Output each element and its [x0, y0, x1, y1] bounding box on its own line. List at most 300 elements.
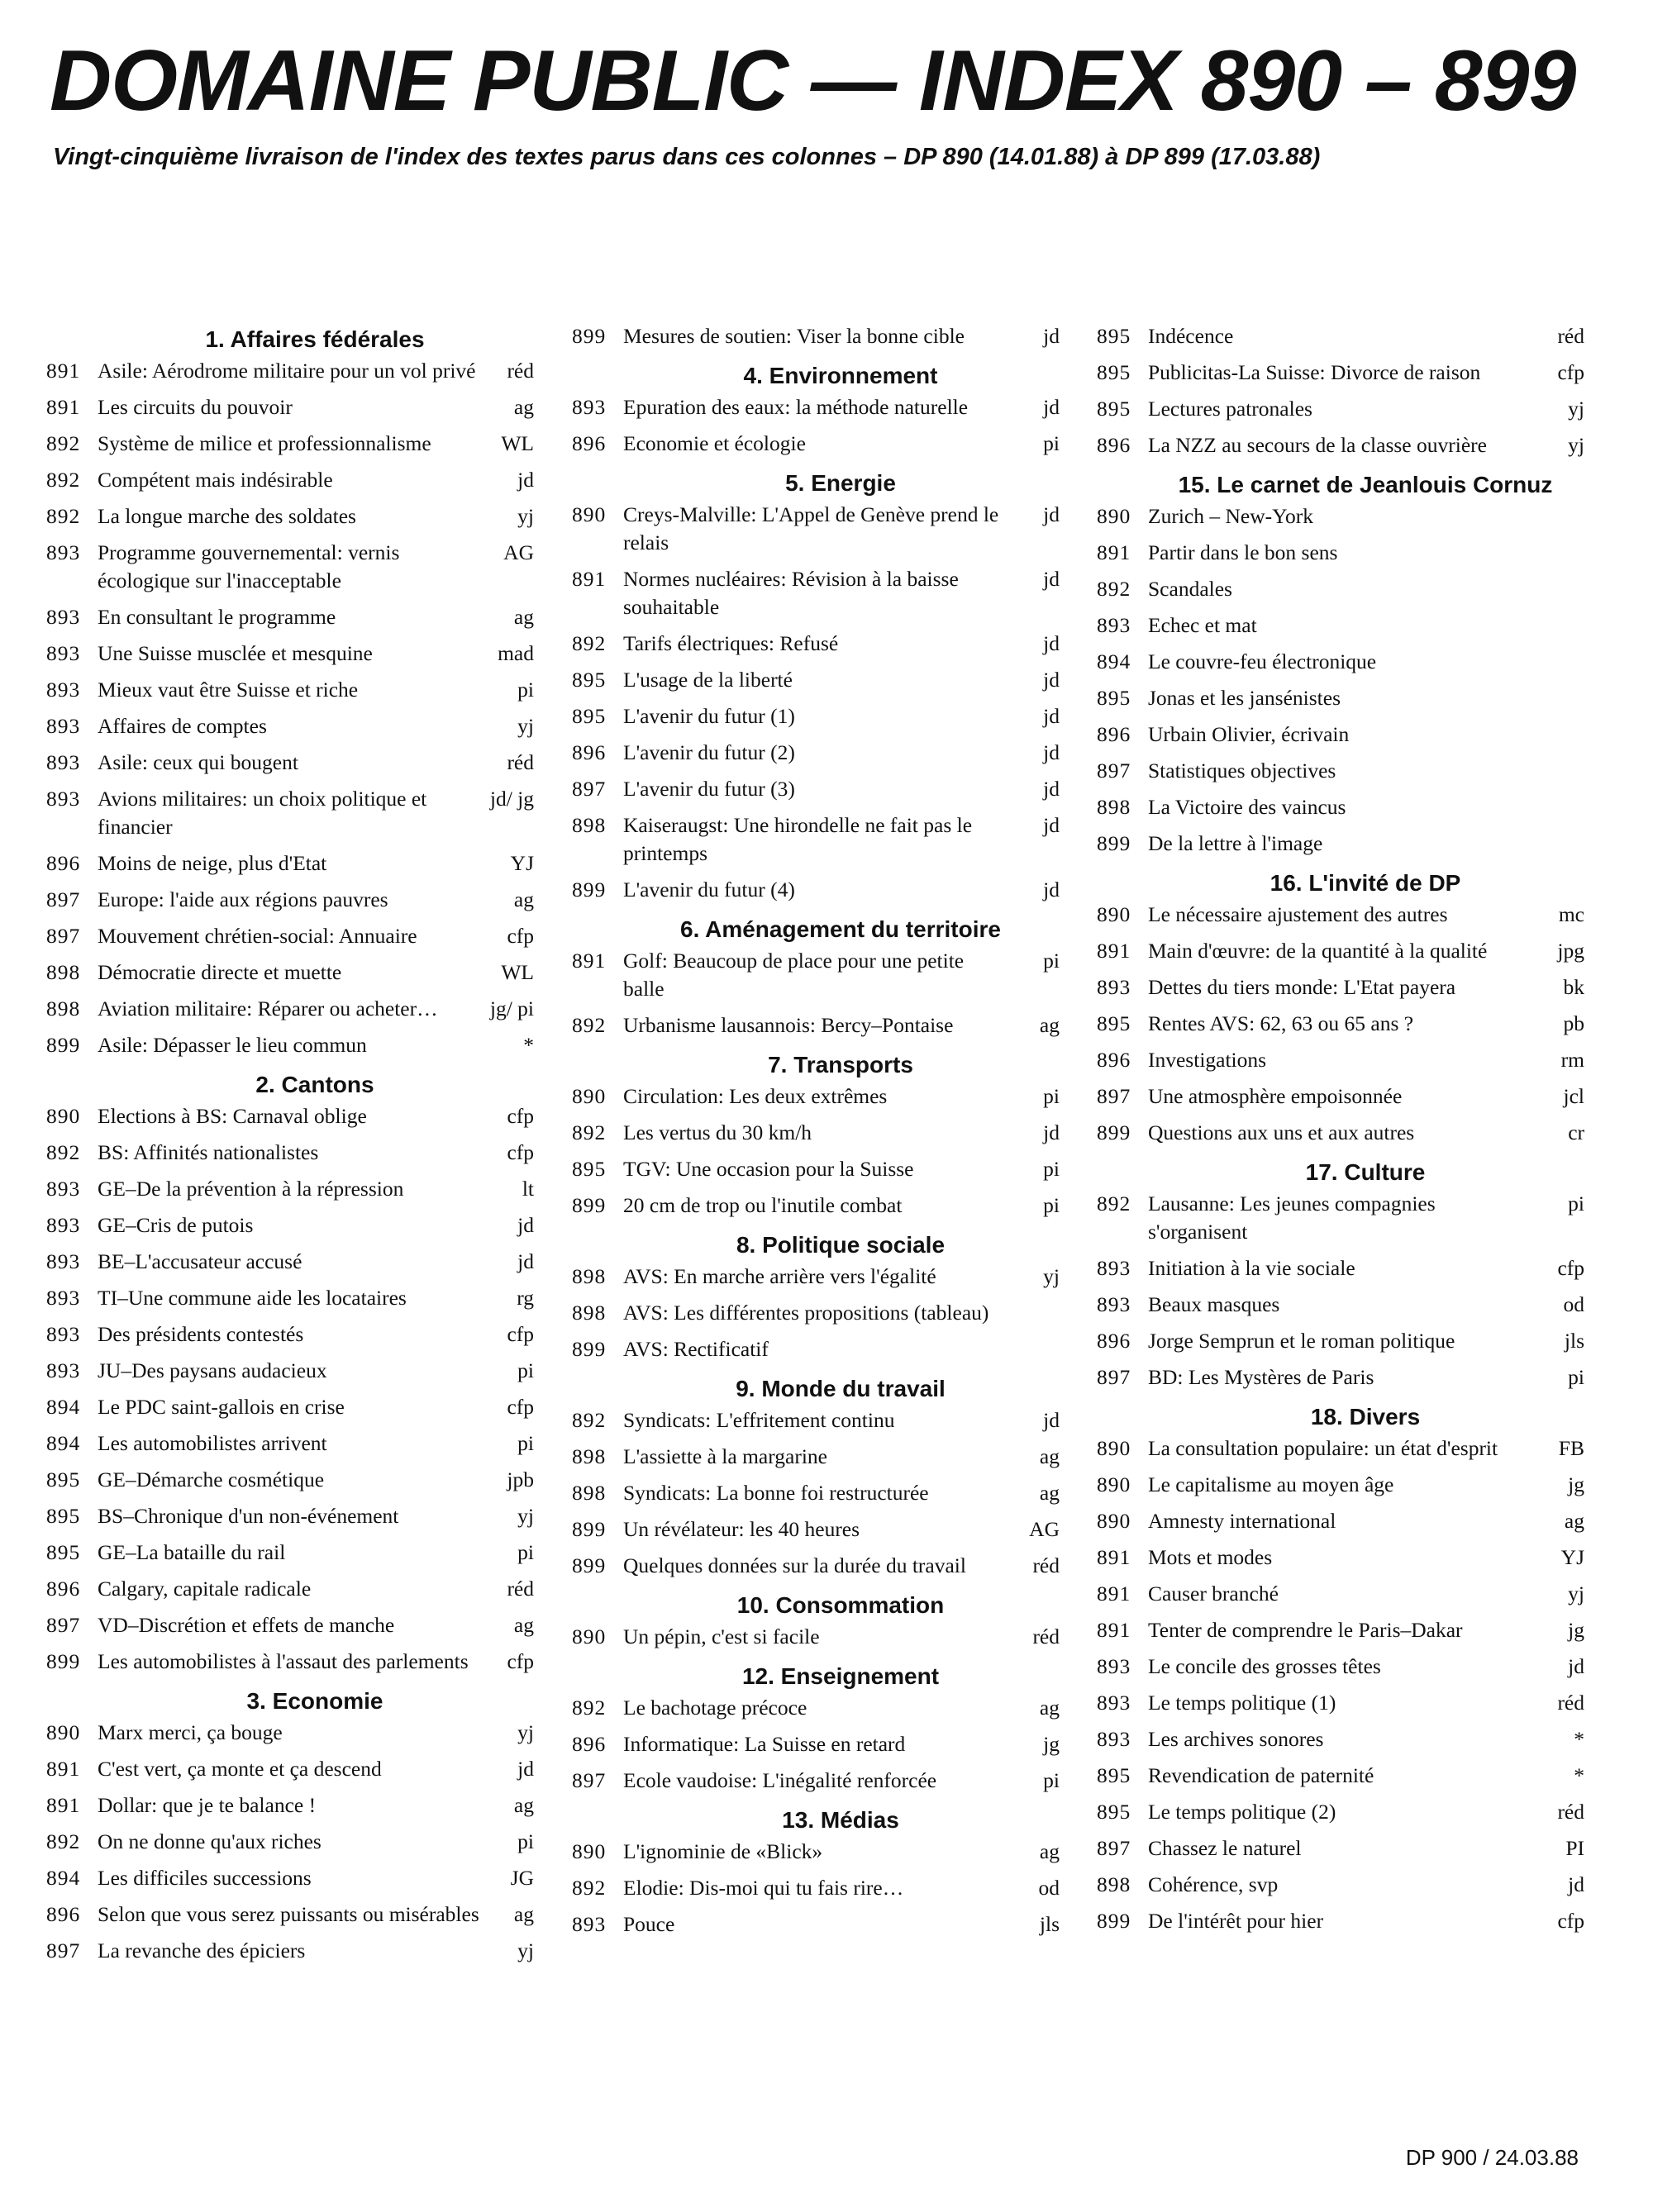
entry-issue-number: 893: [1097, 1691, 1131, 1715]
entry-issue-number: 890: [572, 1839, 607, 1863]
entry-title: BD: Les Mystères de Paris: [1148, 1365, 1374, 1389]
entry-author: YJ: [1560, 1545, 1584, 1569]
index-section: [572, 322, 1060, 350]
entry-title: Urbanisme lausannois: Bercy–Pontaise: [623, 1013, 954, 1037]
entry-author: cfp: [507, 1649, 534, 1673]
entry-title: Mots et modes: [1148, 1545, 1273, 1569]
entry-issue-number: 893: [46, 787, 81, 811]
entry-issue-number: 892: [572, 631, 607, 655]
entry-author: réd: [507, 359, 534, 383]
entry-title: Indécence: [1148, 324, 1234, 348]
section-title: 2. Cantons: [255, 1072, 374, 1097]
index-entry: [1097, 937, 1584, 965]
index-entry: [572, 1443, 1060, 1471]
entry-author: cfp: [1557, 1256, 1584, 1280]
index-entry: [46, 1429, 534, 1458]
index-entry: [46, 603, 534, 631]
index-entry: [572, 666, 1060, 694]
entry-issue-number: 898: [46, 960, 81, 984]
entry-author: ag: [513, 395, 534, 419]
index-entry: [572, 1838, 1060, 1866]
entry-title: Circulation: Les deux extrêmes: [623, 1084, 888, 1108]
entry-issue-number: 893: [46, 641, 81, 665]
index-column-2: [572, 322, 1060, 1947]
entry-issue-number: 899: [46, 1033, 81, 1057]
entry-issue-number: 895: [46, 1468, 81, 1491]
entry-author: réd: [507, 750, 534, 774]
entry-author: yj: [517, 1504, 534, 1528]
entry-issue-number: 893: [572, 1912, 607, 1936]
entry-title: Ecole vaudoise: L'inégalité renforcée: [623, 1768, 937, 1792]
entry-title: Chassez le naturel: [1148, 1836, 1302, 1860]
entry-author: jd: [1043, 1408, 1060, 1432]
entry-author: cfp: [507, 1322, 534, 1346]
entry-title: L'usage de la liberté: [623, 668, 793, 692]
index-entry: [46, 922, 534, 950]
entry-title: Le temps politique (2): [1148, 1800, 1336, 1824]
entry-author: pi: [517, 1358, 534, 1382]
index-entry: [1097, 793, 1584, 821]
entry-author: cfp: [507, 1104, 534, 1128]
entry-issue-number: 899: [1097, 1909, 1131, 1933]
entry-title: Dettes du tiers monde: L'Etat payera: [1148, 975, 1456, 999]
entry-author: ag: [1039, 1013, 1060, 1037]
entry-issue-number: 897: [46, 1938, 81, 1962]
entry-issue-number: 895: [572, 704, 607, 728]
entry-title: Aviation militaire: Réparer ou acheter…: [98, 997, 438, 1020]
entry-list: [572, 1838, 1060, 1938]
entry-title: Rentes AVS: 62, 63 ou 65 ans ?: [1148, 1011, 1414, 1035]
entry-author: yj: [517, 1720, 534, 1744]
index-section: [572, 1588, 1060, 1651]
entry-title: Compétent mais indésirable: [98, 468, 333, 492]
index-entry: [1097, 1471, 1584, 1499]
index-column-1: [46, 322, 534, 1973]
entry-author: jd: [1043, 324, 1060, 348]
entry-author: jls: [1039, 1912, 1060, 1936]
entry-issue-number: 892: [46, 1140, 81, 1164]
entry-author: réd: [1557, 1800, 1584, 1824]
entry-issue-number: 898: [46, 997, 81, 1020]
entry-title: BS: Affinités nationalistes: [98, 1140, 319, 1164]
index-section: [46, 1684, 534, 1965]
index-entry: [1097, 1544, 1584, 1572]
entry-author: WL: [501, 431, 534, 455]
entry-author: bk: [1563, 975, 1584, 999]
entry-author: jd: [1043, 1120, 1060, 1144]
entry-author: [1538, 721, 1584, 749]
entry-issue-number: 890: [1097, 504, 1131, 528]
entry-title: Revendication de paternité: [1148, 1763, 1374, 1787]
entry-title: GE–Démarche cosmétique: [98, 1468, 325, 1491]
entry-title: Epuration des eaux: la méthode naturelle: [623, 395, 969, 419]
entry-issue-number: 890: [1097, 1509, 1131, 1533]
index-entry: [572, 702, 1060, 730]
entry-issue-number: 895: [1097, 686, 1131, 710]
entry-title: La longue marche des soldates: [98, 504, 356, 528]
entry-title: AVS: Rectificatif: [623, 1337, 769, 1361]
entry-author: [1538, 575, 1584, 603]
entry-issue-number: 897: [1097, 1836, 1131, 1860]
entry-author: ag: [513, 1793, 534, 1817]
entry-author: [1013, 1299, 1060, 1327]
entry-author: pb: [1563, 1011, 1584, 1035]
entry-author: PI: [1565, 1836, 1584, 1860]
entry-list: [1097, 901, 1584, 1147]
entry-list: [572, 393, 1060, 458]
entry-title: La Victoire des vaincus: [1148, 795, 1346, 819]
entry-title: Creys-Malville: L'Appel de Genève prend le relais: [623, 502, 999, 554]
entry-issue-number: 891: [1097, 939, 1131, 963]
entry-issue-number: 893: [1097, 1256, 1131, 1280]
entry-author: jg/ pi: [489, 997, 534, 1020]
page-title: DOMAINE PUBLIC — INDEX 890 – 899: [50, 33, 1576, 129]
entry-title: Les difficiles successions: [98, 1866, 312, 1890]
entry-title: Questions aux uns et aux autres: [1148, 1120, 1415, 1144]
entry-issue-number: 893: [46, 540, 81, 564]
section-title: 6. Aménagement du territoire: [680, 916, 1001, 942]
entry-issue-number: 899: [572, 324, 607, 348]
section-title: 18. Divers: [1310, 1404, 1421, 1429]
entry-issue-number: 899: [1097, 1120, 1131, 1144]
index-entry: [1097, 1363, 1584, 1391]
entry-title: Un révélateur: les 40 heures: [623, 1517, 860, 1541]
entry-issue-number: 899: [572, 1193, 607, 1217]
entry-title: Mieux vaut être Suisse et riche: [98, 678, 359, 702]
entry-title: Dollar: que je te balance !: [98, 1793, 317, 1817]
entry-author: [1538, 757, 1584, 785]
section-title: 1. Affaires fédérales: [205, 326, 425, 352]
entry-issue-number: 891: [46, 395, 81, 419]
entry-title: De l'intérêt pour hier: [1148, 1909, 1324, 1933]
entry-author: jd: [1043, 813, 1060, 837]
index-entry: [46, 1937, 534, 1965]
index-entry: [572, 1694, 1060, 1722]
entry-title: Les archives sonores: [1148, 1727, 1324, 1751]
index-entry: [46, 1719, 534, 1747]
entry-issue-number: 893: [46, 605, 81, 629]
entry-title: Causer branché: [1148, 1582, 1279, 1605]
entry-title: C'est vert, ça monte et ça descend: [98, 1757, 382, 1781]
section-title: 4. Environnement: [743, 363, 938, 388]
entry-issue-number: 892: [46, 1829, 81, 1853]
index-entry: [46, 849, 534, 878]
entry-title: 20 cm de trop ou l'inutile combat: [623, 1193, 903, 1217]
entry-issue-number: 897: [1097, 759, 1131, 783]
entry-title: Des présidents contestés: [98, 1322, 304, 1346]
entry-author: YJ: [510, 851, 534, 875]
entry-title: Système de milice et professionnalisme: [98, 431, 431, 455]
entry-author: jg: [1568, 1472, 1584, 1496]
entry-author: ag: [1564, 1509, 1584, 1533]
entry-title: BE–L'accusateur accusé: [98, 1249, 302, 1273]
index-entry: [1097, 611, 1584, 640]
entry-list: [1097, 1434, 1584, 1935]
entry-author: jd: [517, 1213, 534, 1237]
index-section: [572, 359, 1060, 458]
index-entry: [1097, 431, 1584, 459]
index-section: [572, 1659, 1060, 1795]
index-entry: [46, 1284, 534, 1312]
entry-title: TI–Une commune aide les locataires: [98, 1286, 407, 1310]
entry-title: Tarifs électriques: Refusé: [623, 631, 839, 655]
entry-author: yj: [517, 714, 534, 738]
entry-author: jd: [1043, 668, 1060, 692]
entry-title: Lectures patronales: [1148, 397, 1312, 421]
index-entry: [1097, 1653, 1584, 1681]
entry-author: rm: [1560, 1048, 1584, 1072]
entry-author: jd: [1568, 1872, 1584, 1896]
entry-title: Programme gouvernemental: vernis écologique sur l'inacceptable: [98, 540, 400, 592]
entry-author: pi: [1568, 1365, 1584, 1389]
index-entry: [46, 466, 534, 494]
entry-list: [572, 947, 1060, 1039]
entry-title: Jorge Semprun et le roman politique: [1148, 1329, 1455, 1353]
entry-author: jg: [1043, 1732, 1060, 1756]
entry-author: cfp: [1557, 1909, 1584, 1933]
index-entry: [572, 811, 1060, 868]
section-title: 13. Médias: [782, 1807, 899, 1833]
index-entry: [46, 676, 534, 704]
entry-title: L'avenir du futur (1): [623, 704, 795, 728]
entry-list: [572, 322, 1060, 350]
entry-issue-number: 893: [46, 678, 81, 702]
index-entry: [572, 876, 1060, 904]
entry-title: Le nécessaire ajustement des autres: [1148, 902, 1448, 926]
entry-title: Initiation à la vie sociale: [1148, 1256, 1355, 1280]
index-entry: [46, 749, 534, 777]
entry-list: [572, 1406, 1060, 1580]
entry-issue-number: 892: [572, 1120, 607, 1144]
index-entry: [572, 1515, 1060, 1544]
index-entry: [1097, 721, 1584, 749]
entry-author: jd: [1043, 878, 1060, 901]
entry-title: Le temps politique (1): [1148, 1691, 1336, 1715]
section-title: 7. Transports: [768, 1052, 913, 1077]
entry-list: [46, 1719, 534, 1965]
entry-author: mad: [498, 641, 534, 665]
entry-title: En consultant le programme: [98, 605, 336, 629]
index-entry: [46, 357, 534, 385]
entry-issue-number: 897: [1097, 1084, 1131, 1108]
index-entry: [1097, 359, 1584, 387]
index-entry: [572, 1119, 1060, 1147]
entry-issue-number: 894: [46, 1395, 81, 1419]
index-entry: [46, 1611, 534, 1639]
entry-author: yj: [517, 1938, 534, 1962]
index-entry: [1097, 322, 1584, 350]
entry-issue-number: 890: [46, 1104, 81, 1128]
entry-list: [572, 1082, 1060, 1220]
entry-title: Un pépin, c'est si facile: [623, 1625, 820, 1648]
entry-issue-number: 899: [572, 1337, 607, 1361]
index-entry: [1097, 1798, 1584, 1826]
index-entry: [1097, 1046, 1584, 1074]
entry-author: yj: [517, 504, 534, 528]
entry-issue-number: 890: [572, 502, 607, 526]
entry-author: od: [1563, 1292, 1584, 1316]
entry-issue-number: 894: [1097, 649, 1131, 673]
index-entry: [1097, 1616, 1584, 1644]
entry-issue-number: 893: [1097, 613, 1131, 637]
entry-issue-number: 892: [572, 1876, 607, 1900]
index-entry: [572, 1874, 1060, 1902]
entry-issue-number: 891: [46, 359, 81, 383]
entry-issue-number: 899: [46, 1649, 81, 1673]
entry-author: cfp: [507, 1140, 534, 1164]
index-entry: [1097, 1010, 1584, 1038]
index-entry: [572, 947, 1060, 1003]
entry-title: De la lettre à l'image: [1148, 831, 1323, 855]
entry-title: Beaux masques: [1148, 1292, 1280, 1316]
entry-issue-number: 896: [46, 1902, 81, 1926]
index-entry: [572, 565, 1060, 621]
entry-issue-number: 893: [46, 1213, 81, 1237]
entry-author: réd: [1557, 324, 1584, 348]
entry-author: yj: [1568, 433, 1584, 457]
entry-issue-number: 898: [572, 1481, 607, 1505]
index-column-3: [1097, 322, 1584, 1943]
index-entry: [572, 1767, 1060, 1795]
entry-list: [1097, 502, 1584, 858]
index-entry: [572, 1011, 1060, 1039]
index-section: [572, 1228, 1060, 1363]
entry-title: Urbain Olivier, écrivain: [1148, 722, 1350, 746]
entry-author: jd: [1043, 567, 1060, 591]
entry-issue-number: 893: [1097, 1292, 1131, 1316]
index-entry: [1097, 1254, 1584, 1282]
index-entry: [572, 1263, 1060, 1291]
entry-issue-number: 896: [1097, 722, 1131, 746]
entry-author: pi: [517, 1431, 534, 1455]
entry-author: pi: [517, 1540, 534, 1564]
entry-author: cfp: [507, 924, 534, 948]
entry-issue-number: 893: [46, 1249, 81, 1273]
index-entry: [572, 1335, 1060, 1363]
entry-issue-number: 894: [46, 1866, 81, 1890]
entry-issue-number: 893: [572, 395, 607, 419]
entry-title: Amnesty international: [1148, 1509, 1336, 1533]
entry-issue-number: 891: [46, 1757, 81, 1781]
entry-title: Quelques données sur la durée du travail: [623, 1553, 966, 1577]
entry-author: pi: [1043, 431, 1060, 455]
entry-author: jcl: [1563, 1084, 1584, 1108]
index-entry: [46, 539, 534, 595]
entry-issue-number: 892: [1097, 1192, 1131, 1215]
index-entry: [46, 640, 534, 668]
index-entry: [1097, 1907, 1584, 1935]
index-entry: [1097, 539, 1584, 567]
index-entry: [46, 1791, 534, 1820]
entry-author: yj: [1568, 397, 1584, 421]
entry-list: [1097, 1190, 1584, 1391]
index-entry: [1097, 901, 1584, 929]
entry-author: jd/ jg: [489, 787, 534, 811]
entry-issue-number: 896: [46, 1577, 81, 1601]
entry-issue-number: 893: [1097, 975, 1131, 999]
entry-author: cr: [1568, 1120, 1584, 1144]
entry-title: Moins de neige, plus d'Etat: [98, 851, 327, 875]
entry-title: Cohérence, svp: [1148, 1872, 1279, 1896]
section-title: 12. Enseignement: [741, 1663, 940, 1689]
index-section: [1097, 866, 1584, 1147]
entry-issue-number: 898: [572, 813, 607, 837]
entry-title: L'avenir du futur (4): [623, 878, 795, 901]
entry-title: L'avenir du futur (2): [623, 740, 795, 764]
entry-issue-number: 897: [46, 887, 81, 911]
entry-issue-number: 895: [1097, 1800, 1131, 1824]
index-entry: [46, 1466, 534, 1494]
entry-issue-number: 895: [1097, 360, 1131, 384]
entry-title: BS–Chronique d'un non-événement: [98, 1504, 399, 1528]
index-entry: [572, 1192, 1060, 1220]
entry-title: Les vertus du 30 km/h: [623, 1120, 812, 1144]
entry-title: Elodie: Dis-moi qui tu fais rire…: [623, 1876, 904, 1900]
entry-author: od: [1038, 1876, 1060, 1900]
entry-list: [572, 1263, 1060, 1363]
index-entry: [1097, 1291, 1584, 1319]
index-entry: [46, 1031, 534, 1059]
index-entry: [1097, 1689, 1584, 1717]
entry-author: jd: [517, 1757, 534, 1781]
entry-title: On ne donne qu'aux riches: [98, 1829, 322, 1853]
index-entry: [1097, 1327, 1584, 1355]
section-title: 5. Energie: [785, 470, 896, 496]
entry-title: L'assiette à la margarine: [623, 1444, 827, 1468]
index-entry: [46, 1539, 534, 1567]
entry-issue-number: 898: [572, 1264, 607, 1288]
entry-author: jls: [1564, 1329, 1584, 1353]
index-section: [572, 1372, 1060, 1580]
entry-author: jg: [1568, 1618, 1584, 1642]
entry-author: ag: [513, 605, 534, 629]
entry-author: [1538, 611, 1584, 640]
entry-issue-number: 891: [572, 567, 607, 591]
entry-title: Le PDC saint-gallois en crise: [98, 1395, 345, 1419]
entry-title: Le capitalisme au moyen âge: [1148, 1472, 1394, 1496]
entry-author: ag: [1039, 1839, 1060, 1863]
entry-title: Une atmosphère empoisonnée: [1148, 1084, 1403, 1108]
index-entry: [572, 630, 1060, 658]
entry-list: [46, 1102, 534, 1676]
entry-title: La NZZ au secours de la classe ouvrière: [1148, 433, 1487, 457]
section-title: 9. Monde du travail: [736, 1376, 946, 1401]
entry-issue-number: 896: [572, 740, 607, 764]
index-entry: [1097, 395, 1584, 423]
entry-title: JU–Des paysans audacieux: [98, 1358, 327, 1382]
entry-list: [572, 501, 1060, 904]
entry-author: pi: [1568, 1192, 1584, 1215]
entry-title: Mouvement chrétien-social: Annuaire: [98, 924, 417, 948]
entry-issue-number: 893: [46, 714, 81, 738]
index-entry: [572, 1623, 1060, 1651]
index-entry: [46, 712, 534, 740]
entry-issue-number: 890: [1097, 902, 1131, 926]
index-entry: [46, 1357, 534, 1385]
index-entry: [46, 1648, 534, 1676]
entry-issue-number: 896: [572, 1732, 607, 1756]
entry-issue-number: 894: [46, 1431, 81, 1455]
entry-author: jd: [1043, 740, 1060, 764]
entry-title: Informatique: La Suisse en retard: [623, 1732, 906, 1756]
entry-author: [1538, 830, 1584, 858]
entry-author: yj: [1568, 1582, 1584, 1605]
entry-title: Le bachotage précoce: [623, 1696, 807, 1720]
entry-issue-number: 893: [46, 1286, 81, 1310]
entry-issue-number: 890: [46, 1720, 81, 1744]
entry-title: Le concile des grosses têtes: [1148, 1654, 1381, 1678]
index-entry: [1097, 575, 1584, 603]
